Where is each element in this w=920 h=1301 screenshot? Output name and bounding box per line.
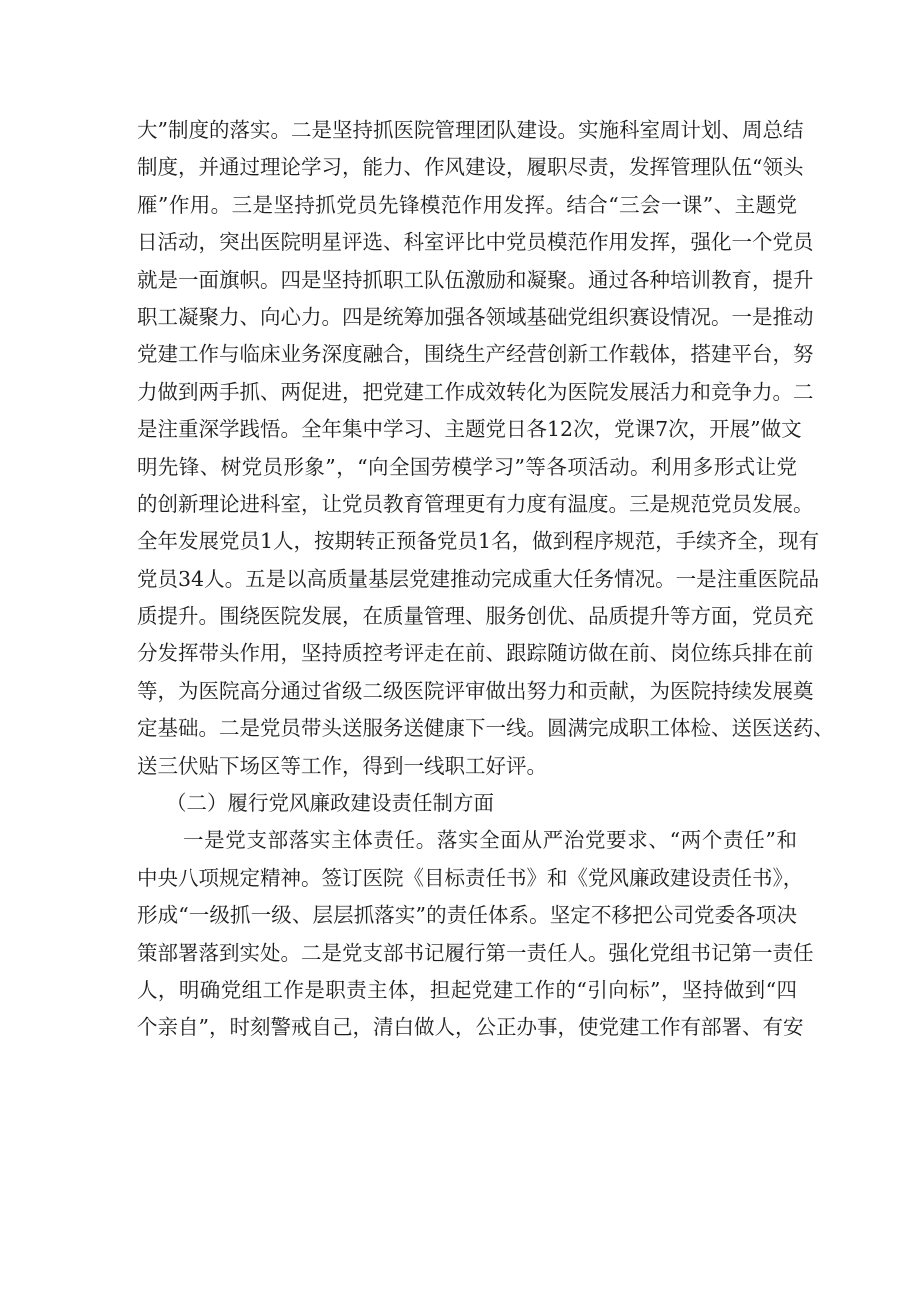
paragraph-first-line: 一是党支部落实主体责任。落实全面从严治党要求、“两个责任”和: [183, 828, 797, 853]
text-line: 党员34人。五是以高质量基层党建推动完成重大任务情况。一是注重医院品: [137, 566, 820, 591]
text-line: 职工凝聚力、向心力。四是统筹加强各领域基础党组织赛设情况。一是推动: [137, 304, 814, 329]
text-line: 大”制度的落实。二是坚持抓医院管理团队建设。实施科室周计划、周总结: [137, 118, 804, 142]
text-line: 明先锋、树党员形象”，“向全国劳模学习”等各项活动。利用多形式让党: [137, 454, 797, 479]
text-line: 党建工作与临床业务深度融合，围绕生产经营创新工作载体，搭建平台，努: [137, 342, 814, 367]
text-line: 的创新理论进科室，让党员教育管理更有力度有温度。三是规范党员发展。: [137, 491, 814, 516]
text-line: 就是一面旗帜。四是坚持抓职工队伍激励和凝聚。通过各种培训教育，提升: [137, 267, 814, 292]
text-line: 日活动，突出医院明星评选、科室评比中党员模范作用发挥，强化一个党员: [137, 230, 814, 255]
text-line: 分发挥带头作用，坚持质控考评走在前、跟踪随访做在前、岗位练兵排在前: [137, 641, 814, 666]
text-line: 中央八项规定精神。签订医院《目标责任书》和《党风廉政建设责任书》，: [137, 865, 804, 890]
text-line: 形成“一级抓一级、层层抓落实”的责任体系。坚定不移把公司党委各项决: [137, 903, 797, 928]
section-heading: （二）履行党风廉政建设责任制方面: [166, 791, 494, 816]
text-line: 是注重深学践悟。全年集中学习、主题党日各12次，党课7次，开展”做文: [137, 417, 802, 442]
text-line: 等，为医院高分通过省级二级医院评审做出努力和贡献，为医院持续发展奠: [137, 678, 814, 703]
text-line: 个亲自”，时刻警戒自己，清白做人，公正办事，使党建工作有部署、有安: [137, 1015, 804, 1040]
text-line: 雁”作用。三是坚持抓党员先锋模范作用发挥。结合“三会一课”、主题党: [137, 192, 797, 217]
text-line: 制度，并通过理论学习，能力、作风建设，履职尽责，发挥管理队伍“领头: [137, 155, 804, 180]
text-line: 人，明确党组工作是职责主体，担起党建工作的“引向标”，坚持做到“四: [137, 977, 797, 1002]
text-line: 力做到两手抓、两促进，把党建工作成效转化为医院发展活力和竞争力。二: [137, 379, 814, 404]
text-line: 策部署落到实处。二是党支部书记履行第一责任人。强化党组书记第一责任: [137, 940, 814, 965]
text-line: 定基础。二是党员带头送服务送健康下一线。圆满完成职工体检、送医送药、: [137, 716, 834, 741]
text-line: 送三伏贴下场区等工作，得到一线职工好评。: [137, 753, 547, 778]
text-line: 全年发展党员1人，按期转正预备党员1名，做到程序规范，手续齐全，现有: [137, 529, 820, 554]
document-body: [137, 112, 834, 1047]
text-line: 质提升。围绕医院发展，在质量管理、服务创优、品质提升等方面，党员充: [137, 604, 814, 629]
